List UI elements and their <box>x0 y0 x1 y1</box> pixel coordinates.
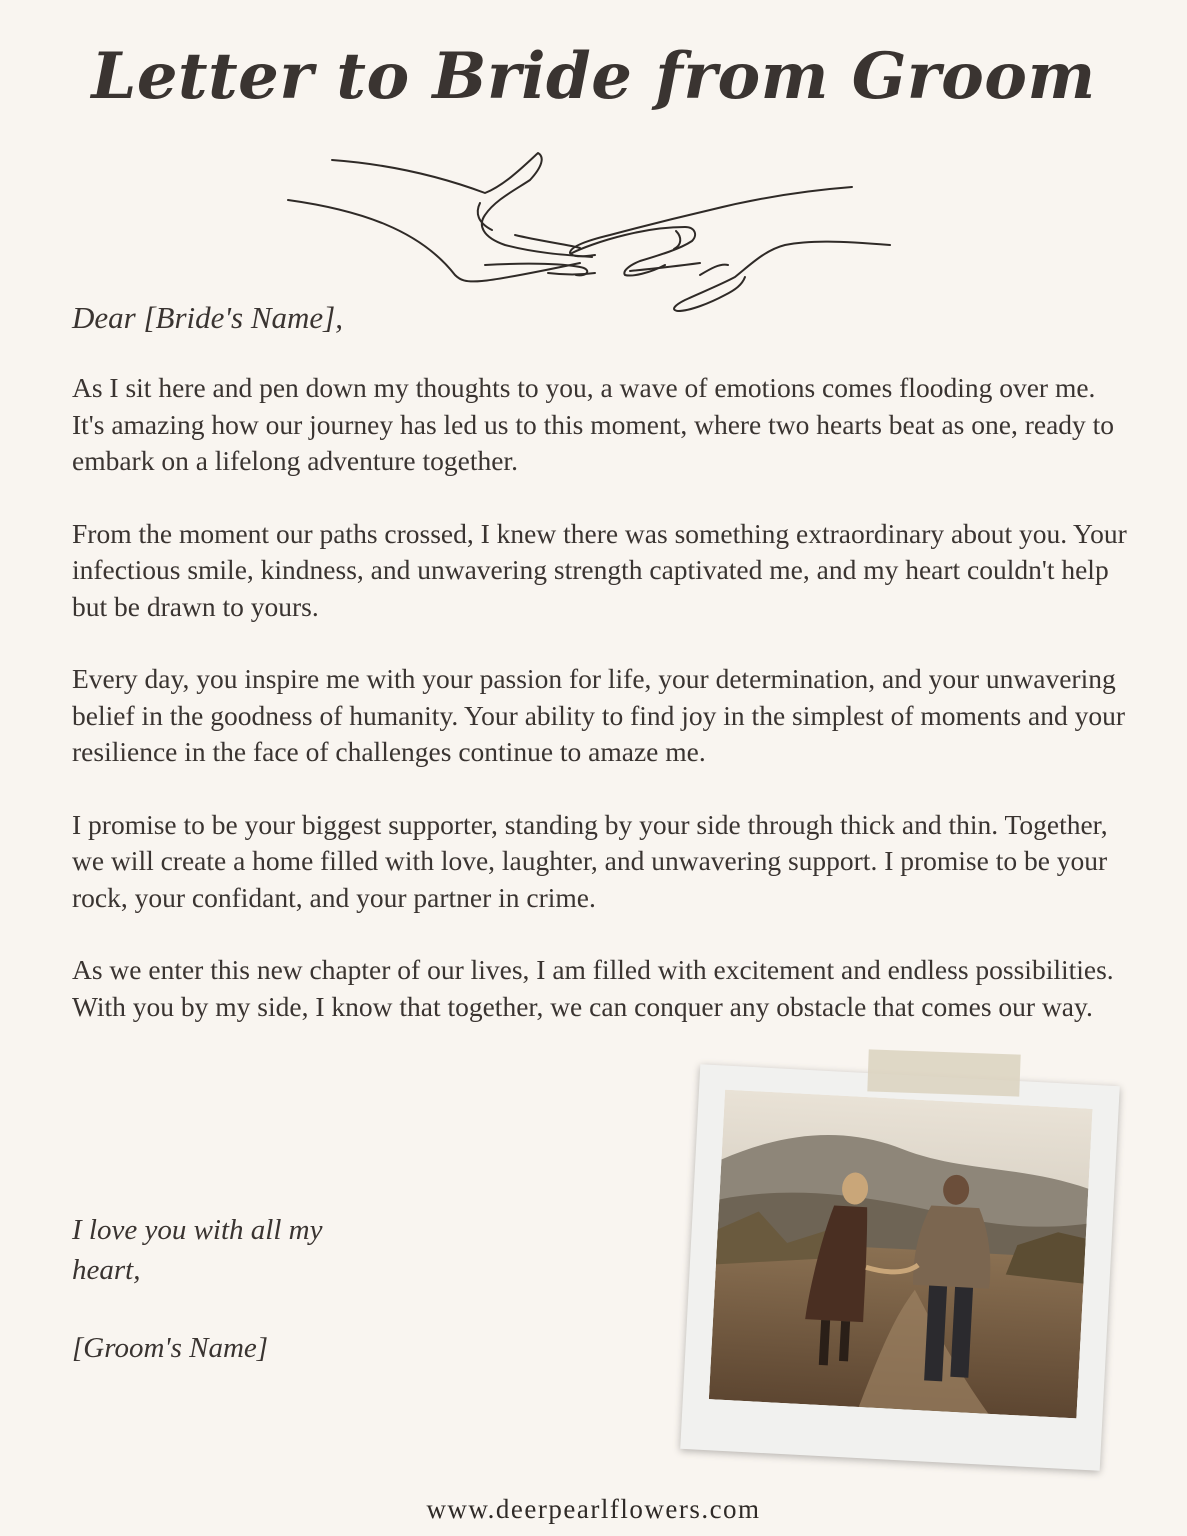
paragraph-4: I promise to be your biggest supporter, standing by your side through thick and thin. Together, we will create a home filled with love, laughter, and unwavering support. I promise to be your rock, your confidant, and your partner in crime. <box>72 808 1108 913</box>
letter-body <box>72 370 1132 1061</box>
polaroid-frame <box>680 1064 1120 1470</box>
hands-line-art-icon <box>280 145 900 320</box>
couple-walking-photo <box>709 1090 1093 1419</box>
salutation: Dear [Bride's Name], <box>72 300 343 335</box>
letter-title: Letter to Bride from Groom <box>91 39 1096 114</box>
paragraph-2: From the moment our paths crossed, I knew there was something extraordinary about you. Your infectious smile, kindness, and unwavering strength captivated me, and my heart couldn't help but be drawn to yours. <box>72 517 1127 622</box>
paragraph-5: As we enter this new chapter of our lives, I am filled with excitement and endless possibilities. With you by my side, I know that together, we can conquer any obstacle that comes our way. <box>72 954 1114 1022</box>
paragraph-3: Every day, you inspire me with your passion for life, your determination, and your unwavering belief in the goodness of humanity. Your ability to find joy in the simplest of moments and your resilience in the face of challenges continue to amaze me. <box>72 663 1126 767</box>
website-footer: www.deerpearlflowers.com <box>426 1494 761 1524</box>
tape-strip <box>867 1049 1020 1096</box>
signature: [Groom's Name] <box>72 1332 269 1364</box>
closing-line: I love you with all my heart, <box>72 1214 323 1286</box>
photo-scene <box>709 1090 1093 1419</box>
paragraph-1: As I sit here and pen down my thoughts to you, a wave of emotions comes flooding over me. It's amazing how our journey has led us to this moment, where two hearts beat as one, ready to embark on a lifelong adventure together. <box>72 372 1115 476</box>
